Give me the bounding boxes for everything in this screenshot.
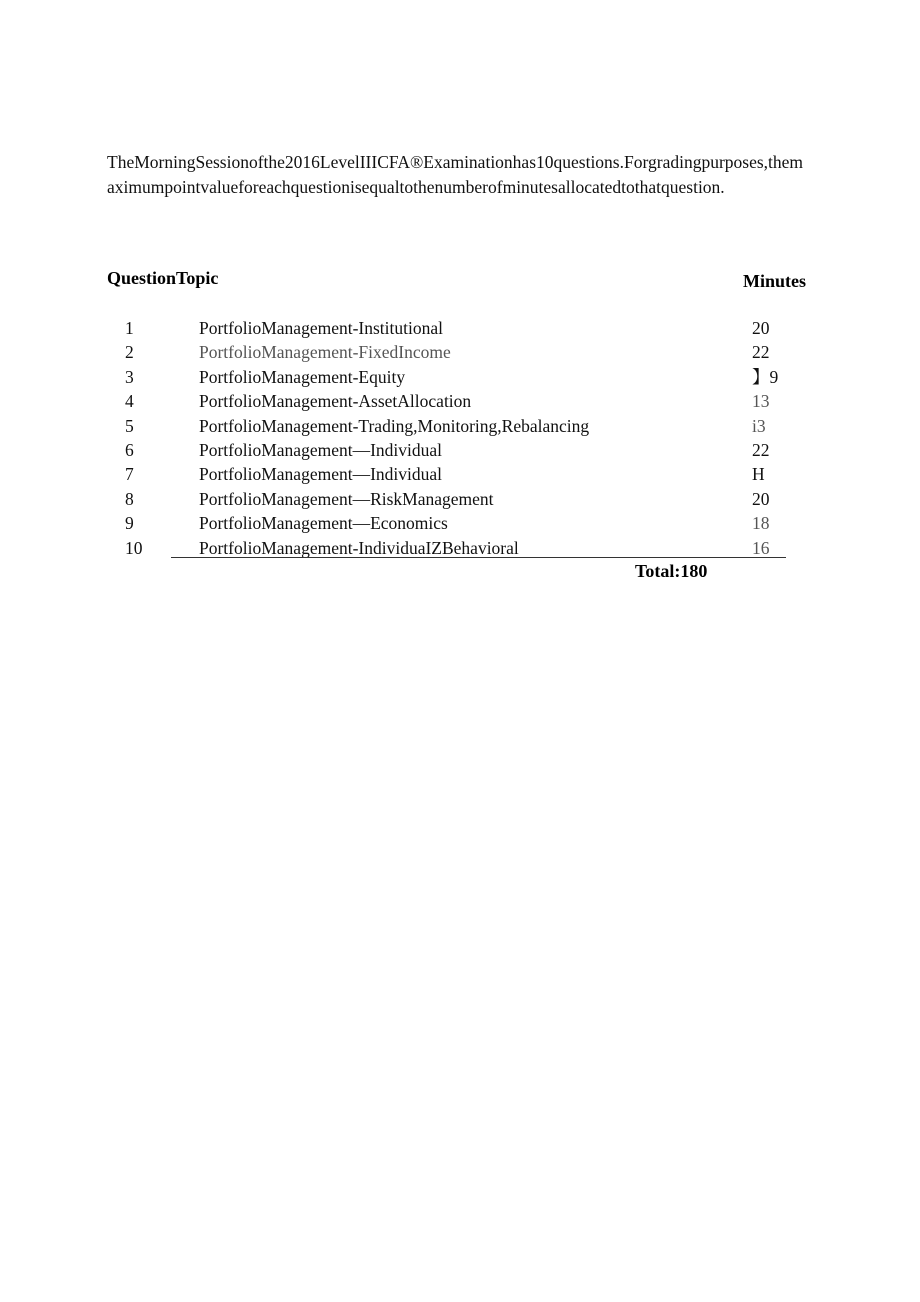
question-number: 10 <box>125 537 143 558</box>
table-row <box>0 462 920 486</box>
question-topic: PortfolioManagement-Equity <box>199 366 406 387</box>
question-minutes: 】9 <box>752 366 779 387</box>
table-row <box>0 389 920 413</box>
table-row <box>0 365 920 389</box>
question-number: 6 <box>125 439 134 460</box>
header-question-topic: QuestionTopic <box>107 268 219 288</box>
question-number: 8 <box>125 488 134 509</box>
table-row <box>0 414 920 438</box>
intro-paragraph: TheMorningSessionofthe2016LevelIIICFA®Examinationhas10questions.Forgradingpurposes,themaximumpointvalueforeachquestionisequaltothenumberofminutesallocatedtothatquestion. <box>107 152 804 197</box>
table-row <box>0 438 920 462</box>
table-row <box>0 340 920 364</box>
question-number: 2 <box>125 342 134 363</box>
question-number: 9 <box>125 513 134 534</box>
question-topic: PortfolioManagement—Individual <box>199 439 443 460</box>
table-row <box>0 487 920 511</box>
question-minutes: 18 <box>752 513 770 534</box>
question-minutes: 22 <box>752 342 770 363</box>
table-row <box>0 316 920 340</box>
total-minutes: Total:180 <box>635 561 708 581</box>
question-topic: PortfolioManagement-Trading,Monitoring,Rebalancing <box>199 415 590 436</box>
question-number: 3 <box>125 366 134 387</box>
question-minutes: 20 <box>752 318 770 338</box>
question-topic: PortfolioManagement-Institutional <box>199 318 443 338</box>
question-minutes: 22 <box>752 439 770 460</box>
question-minutes: 13 <box>752 391 770 412</box>
question-number: 1 <box>125 318 134 338</box>
question-minutes: H <box>752 464 765 485</box>
question-number: 5 <box>125 415 134 436</box>
table-row <box>0 511 920 535</box>
question-topic: PortfolioManagement-IndividuaIZBehavioral <box>199 537 519 558</box>
question-minutes: 20 <box>752 488 770 509</box>
question-topic: PortfolioManagement—Individual <box>199 464 443 485</box>
header-minutes: Minutes <box>743 271 806 291</box>
question-topic: PortfolioManagement—RiskManagement <box>199 488 494 509</box>
question-topic: PortfolioManagement-FixedIncome <box>199 342 451 363</box>
question-topic: PortfolioManagement—Economics <box>199 513 448 534</box>
question-minutes: 16 <box>752 537 770 558</box>
question-number: 7 <box>125 464 134 485</box>
question-minutes: i3 <box>752 415 766 436</box>
question-number: 4 <box>125 391 134 412</box>
question-topic: PortfolioManagement-AssetAllocation <box>199 391 472 412</box>
question-table <box>0 316 920 560</box>
total-divider <box>171 557 786 558</box>
